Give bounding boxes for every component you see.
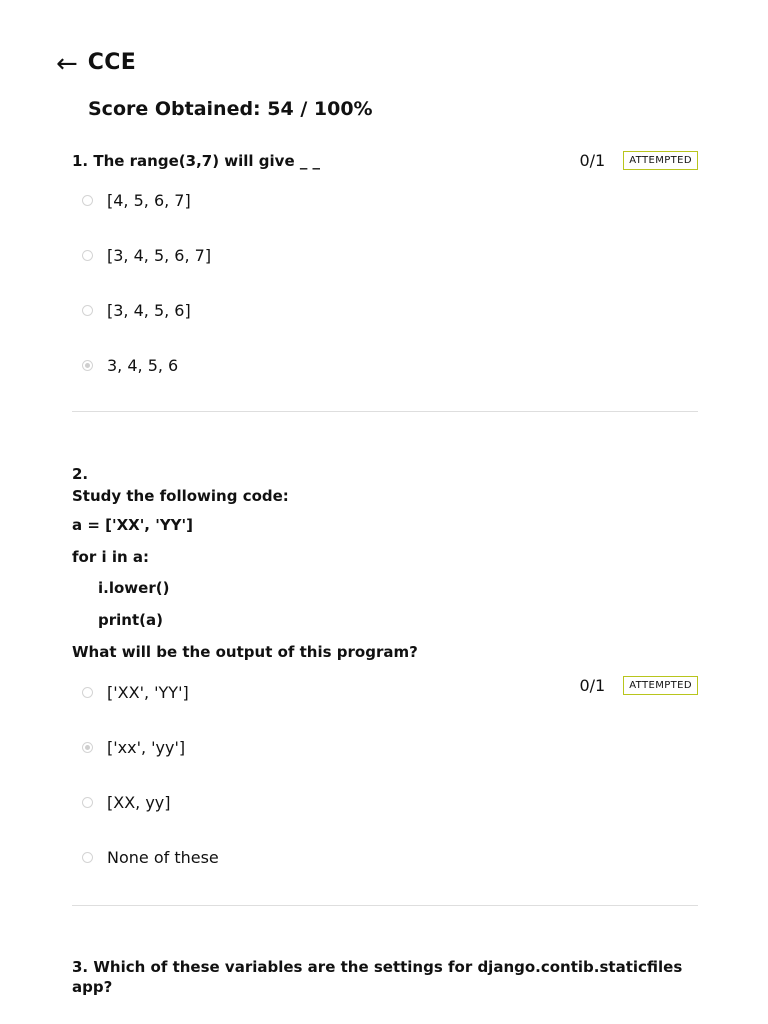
option-label: [4, 5, 6, 7]	[107, 191, 191, 210]
radio-button-selected[interactable]	[82, 360, 93, 371]
question-prompt: What will be the output of this program?	[72, 643, 418, 661]
radio-button[interactable]	[82, 852, 93, 863]
option[interactable]	[82, 775, 698, 830]
header	[56, 44, 136, 80]
question-title: 3. Which of these variables are the settings for django.contib.staticfiles app?	[72, 958, 683, 996]
radio-button-selected[interactable]	[82, 742, 93, 753]
option-label: None of these	[107, 848, 219, 867]
status-badge: ATTEMPTED	[623, 676, 698, 695]
option[interactable]	[82, 830, 698, 885]
code-line: print(a)	[98, 610, 163, 629]
question-2-options	[72, 665, 698, 885]
divider	[72, 905, 698, 906]
question-meta	[579, 151, 698, 170]
question-text: Study the following code:	[72, 487, 289, 505]
options-list	[72, 173, 698, 393]
question-1	[72, 151, 698, 393]
radio-button[interactable]	[82, 195, 93, 206]
radio-button[interactable]	[82, 250, 93, 261]
question-3	[72, 957, 698, 997]
option[interactable]	[82, 173, 698, 228]
question-score: 0/1	[579, 676, 606, 695]
option-label: 3, 4, 5, 6	[107, 356, 179, 375]
option-label: ['XX', 'YY']	[107, 683, 189, 702]
option-label: [3, 4, 5, 6]	[107, 301, 191, 320]
option[interactable]	[82, 228, 698, 283]
option-label: [XX, yy]	[107, 793, 171, 812]
divider	[72, 411, 698, 412]
back-arrow-icon[interactable]: ←	[56, 49, 78, 79]
option[interactable]	[82, 283, 698, 338]
code-line: for i in a:	[72, 547, 149, 566]
option[interactable]	[82, 665, 698, 720]
question-title: 1. The range(3,7) will give _ _	[72, 152, 321, 170]
radio-button[interactable]	[82, 797, 93, 808]
code-line: a = ['XX', 'YY']	[72, 516, 193, 534]
options-list	[72, 665, 698, 885]
question-score: 0/1	[579, 151, 606, 170]
option[interactable]	[82, 720, 698, 775]
option[interactable]	[82, 338, 698, 393]
score-obtained: Score Obtained: 54 / 100%	[88, 98, 373, 120]
question-number: 2.	[72, 465, 89, 483]
status-badge: ATTEMPTED	[623, 151, 698, 170]
radio-button[interactable]	[82, 305, 93, 316]
question-2	[72, 464, 698, 662]
radio-button[interactable]	[82, 687, 93, 698]
page-title: CCE	[87, 49, 137, 75]
code-line: i.lower()	[98, 579, 170, 597]
option-label: ['xx', 'yy']	[107, 738, 186, 757]
option-label: [3, 4, 5, 6, 7]	[107, 246, 212, 265]
